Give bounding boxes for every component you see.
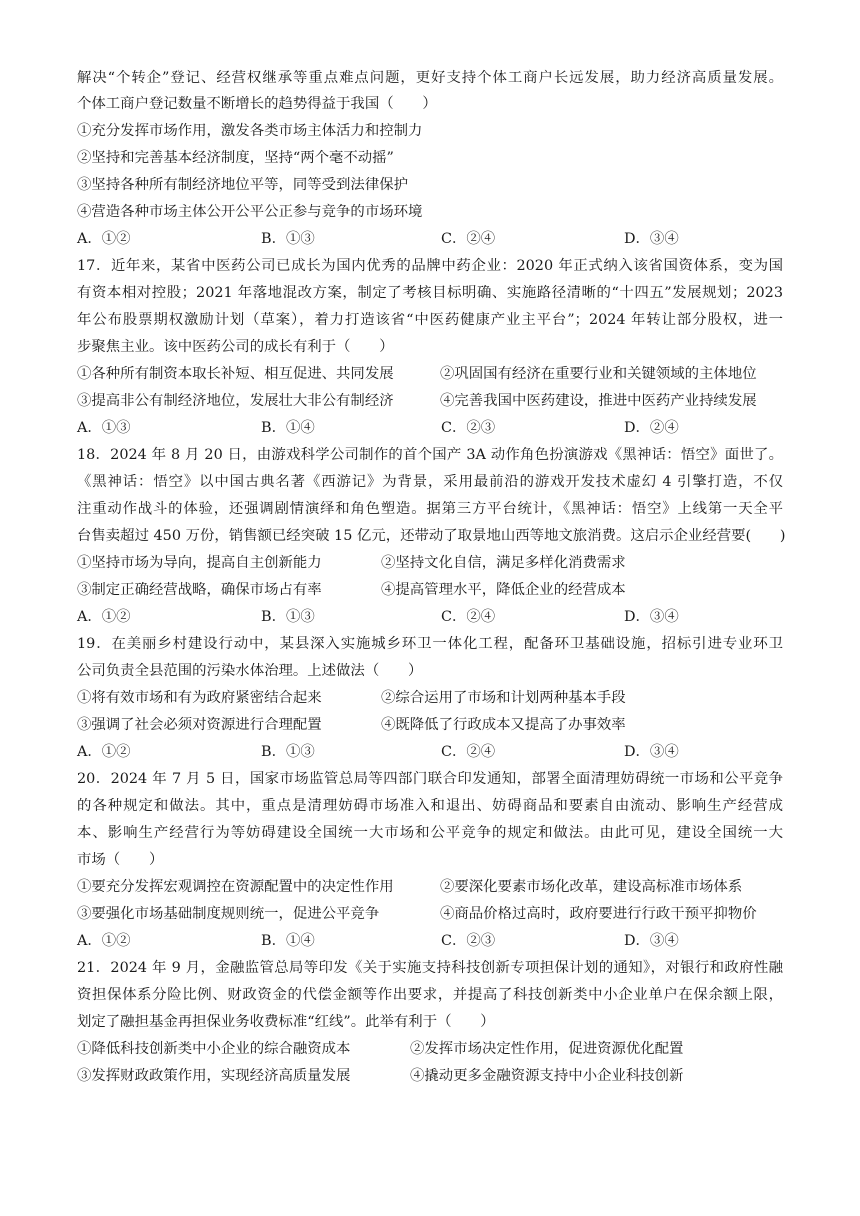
q20-option-b: B．①④ [261,933,315,949]
q19-stem-line-1: 19．在美丽乡村建设行动中，某县深入实施城乡环卫一体化工程，配备环卫基础设施，招标引进专业环卫 [77,636,783,652]
q17-option-b: B．①④ [261,420,315,436]
q17-statement-4: ④完善我国中医药建设，推进中医药产业持续发展 [440,393,757,409]
q16-option-b: B．①③ [261,231,315,247]
q21-stem-line-3: 划定了融担基金再担保业务收费标准“红线”。此举有利于（ ） [77,1014,495,1030]
q21-statement-2: ②发挥市场决定性作用，促进资源优化配置 [410,1041,684,1057]
q18-option-d: D．③④ [624,609,679,625]
q20-option-c: C．②③ [441,933,496,949]
q18-option-c: C．②④ [441,609,496,625]
q17-statement-1: ①各种所有制资本取长补短、相互促进、共同发展 [77,366,394,382]
q20-option-d: D．③④ [624,933,679,949]
q20-statement-3: ③要强化市场基础制度规则统一，促进公平竞争 [77,906,380,922]
q18-option-b: B．①③ [261,609,315,625]
q18-stem-line-1: 18．2024 年 8 月 20 日，由游戏科学公司制作的首个国产 3A 动作角色扮演游戏《黑神话：悟空》面世了。 [77,447,783,463]
q21-statement-1: ①降低科技创新类中小企业的综合融资成本 [77,1041,351,1057]
q20-option-a: A．①② [77,933,131,949]
q19-option-d: D．③④ [624,744,679,760]
q18-statement-4: ④提高管理水平，降低企业的经营成本 [381,582,626,598]
q20-statement-1: ①要充分发挥宏观调控在资源配置中的决定性作用 [77,879,394,895]
q19-stem-line-2: 公司负责全县范围的污染水体治理。上述做法（ ） [77,663,423,679]
q21-stem-line-1: 21．2024 年 9 月，金融监管总局等印发《关于实施支持科技创新专项担保计划的通知》，对银行和政府性融 [77,960,783,976]
q20-stem-line-2: 的各种规定和做法。其中，重点是清理妨碍市场准入和退出、妨碍商品和要素自由流动、影响生产经营成 [77,798,783,814]
q20-stem-line-1: 20．2024 年 7 月 5 日，国家市场监管总局等四部门联合印发通知，部署全面清理妨碍统一市场和公平竞争 [77,771,783,787]
q20-stem-line-4: 市场（ ） [77,852,164,868]
q17-option-a: A．①③ [77,420,131,436]
q17-stem-line-1: 17．近年来，某省中医药公司已成长为国内优秀的品牌中药企业：2020 年正式纳入该省国资体系，变为国 [77,258,783,274]
q19-statement-2: ②综合运用了市场和计划两种基本手段 [381,690,626,706]
q21-statement-3: ③发挥财政政策作用，实现经济高质量发展 [77,1068,351,1084]
q16-stem-line-2: 个体工商户登记数量不断增长的趋势得益于我国（ ） [77,96,437,112]
q16-stem-line-1: 解决“个转企”登记、经营权继承等重点难点问题，更好支持个体工商户长远发展，助力经济高质量发展。 [77,70,783,86]
q17-option-d: D．②④ [624,420,679,436]
q16-option-c: C．②④ [441,231,496,247]
q18-stem-line-2: 《黑神话：悟空》以中国古典名著《西游记》为背景，采用最前沿的游戏开发技术虚幻 4 引擎打造，不仅 [77,474,783,490]
q18-statement-1: ①坚持市场为导向，提高自主创新能力 [77,555,322,571]
q18-stem-line-4: 台售卖超过 450 万份，销售额已经突破 15 亿元，还带动了取景地山西等地文旅消费。这启示企业经营要( ) [77,528,786,544]
q16-option-a: A．①② [77,231,131,247]
q18-statement-2: ②坚持文化自信，满足多样化消费需求 [381,555,626,571]
q19-option-c: C．②④ [441,744,496,760]
q16-statement-4: ④营造各种市场主体公开公平公正参与竞争的市场环境 [77,204,423,220]
q16-option-d: D．③④ [624,231,679,247]
q20-statement-4: ④商品价格过高时，政府要进行行政干预平抑物价 [440,906,757,922]
q20-statement-2: ②要深化要素市场化改革，建设高标准市场体系 [440,879,743,895]
q16-statement-3: ③坚持各种所有制经济地位平等，同等受到法律保护 [77,177,408,193]
q18-option-a: A．①② [77,609,131,625]
q17-option-c: C．②③ [441,420,496,436]
q16-statement-2: ②坚持和完善基本经济制度，坚持“两个毫不动摇” [77,150,394,166]
q17-stem-line-3: 年公布股票期权激励计划（草案），着力打造该省“中医药健康产业主平台”；2024 年转让部分股权，进一 [77,312,783,328]
q19-statement-3: ③强调了社会必须对资源进行合理配置 [77,717,322,733]
q19-option-b: B．①③ [261,744,315,760]
q19-statement-4: ④既降低了行政成本又提高了办事效率 [381,717,626,733]
q16-statement-1: ①充分发挥市场作用，激发各类市场主体活力和控制力 [77,123,423,139]
q20-stem-line-3: 本、影响生产经营行为等妨碍建设全国统一大市场和公平竞争的规定和做法。由此可见，建设全国统一大 [77,825,783,841]
q21-statement-4: ④撬动更多金融资源支持中小企业科技创新 [410,1068,684,1084]
q18-statement-3: ③制定正确经营战略，确保市场占有率 [77,582,322,598]
q18-stem-line-3: 注重动作战斗的体验，还强调剧情演绎和角色塑造。据第三方平台统计，《黑神话：悟空》上线第一天全平 [77,501,783,517]
q17-statement-2: ②巩固国有经济在重要行业和关键领域的主体地位 [440,366,757,382]
q17-stem-line-2: 有资本相对控股；2021 年落地混改方案，制定了考核目标明确、实施路径清晰的“十四五”发展规划；2023 [77,285,783,301]
q17-stem-line-4: 步聚焦主业。该中医药公司的成长有利于（ ） [77,339,394,355]
q17-statement-3: ③提高非公有制经济地位，发展壮大非公有制经济 [77,393,394,409]
q19-option-a: A．①② [77,744,131,760]
q21-stem-line-2: 资担保体系分险比例、财政资金的代偿金额等作出要求，并提高了科技创新类中小企业单户在保余额上限， [77,987,783,1003]
q19-statement-1: ①将有效市场和有为政府紧密结合起来 [77,690,322,706]
